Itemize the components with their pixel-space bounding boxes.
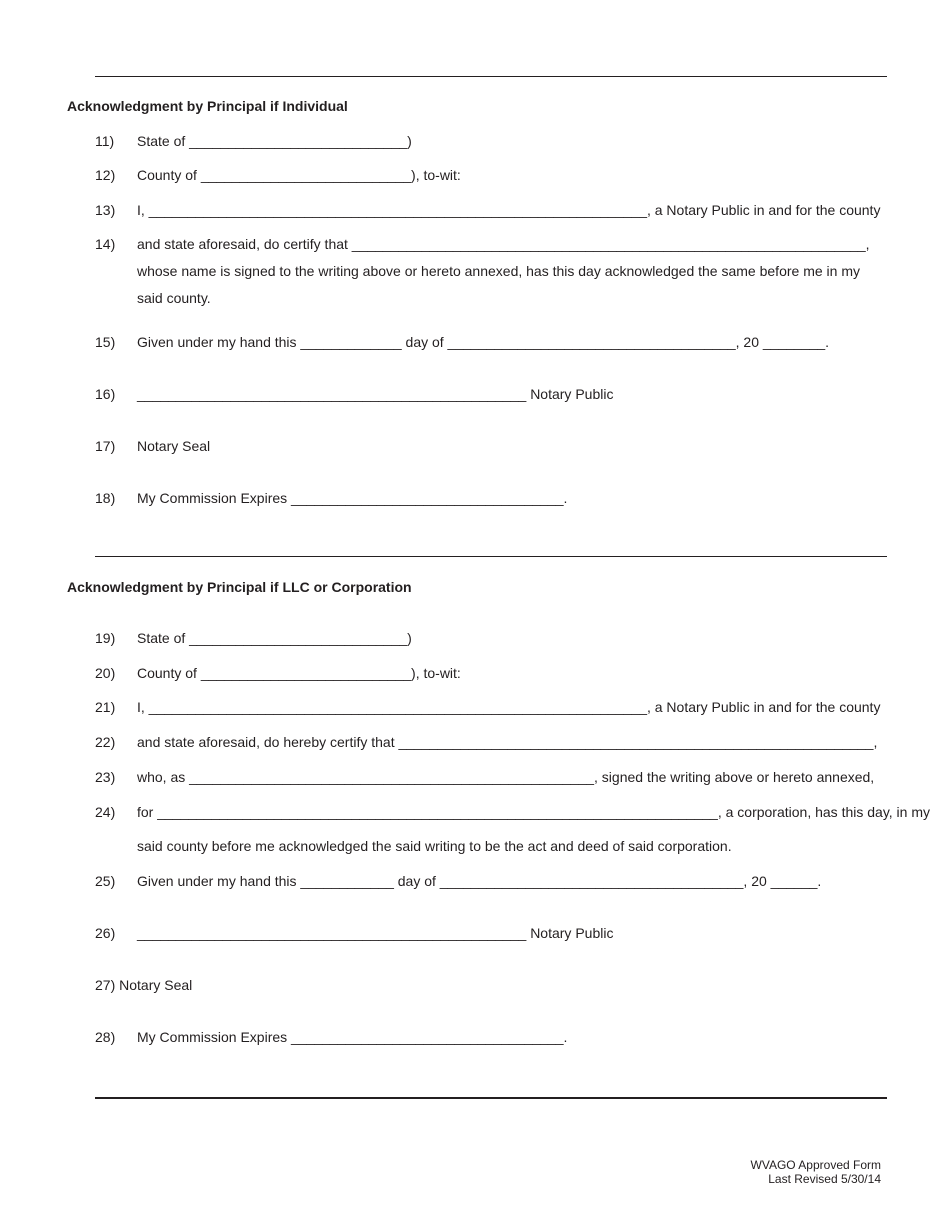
line-text: I, ________________________________________________________________, a Notary Public in and for the county: [137, 699, 881, 715]
line-number: 21): [95, 699, 116, 715]
form-line-13: [95, 200, 895, 220]
line-number: 16): [95, 386, 116, 402]
line-number: 19): [95, 630, 116, 646]
line-text: Given under my hand this ____________ day of _______________________________________, 20 ______.: [137, 873, 822, 889]
line-text: __________________________________________________ Notary Public: [137, 925, 614, 941]
line-text: My Commission Expires ___________________________________.: [137, 490, 568, 506]
form-line-26: [95, 923, 895, 943]
footer-revision-date: Last Revised 5/30/14: [768, 1172, 881, 1186]
section-heading-individual: Acknowledgment by Principal if Individual: [67, 98, 348, 114]
line-number: 26): [95, 925, 116, 941]
line-text: Notary Seal: [119, 977, 193, 993]
line-number: 20): [95, 665, 116, 681]
line-text: and state aforesaid, do hereby certify that _____________________________________________________________,: [137, 734, 878, 750]
form-line-12: [95, 165, 895, 185]
line-text: and state aforesaid, do certify that __________________________________________________________________,: [137, 236, 870, 252]
line-number: 28): [95, 1029, 116, 1045]
line-text: My Commission Expires ___________________________________.: [137, 1029, 568, 1045]
form-line-21: [95, 697, 895, 717]
line-number: 22): [95, 734, 116, 750]
bottom-divider: [95, 1097, 887, 1099]
form-line-15: [95, 332, 895, 352]
line-number: 12): [95, 167, 116, 183]
line-number: 25): [95, 873, 116, 889]
line-number: 27): [95, 977, 116, 993]
line-number: 23): [95, 769, 116, 785]
form-line-14-continuation: whose name is signed to the writing above or hereto annexed, has this day acknowledged the same before me in my: [137, 263, 860, 279]
form-line-22: [95, 732, 895, 752]
line-text: who, as ____________________________________________________, signed the writing above or hereto annexed,: [137, 769, 875, 785]
line-text: for ________________________________________________________________________, a corporation, has this day, in my: [137, 804, 931, 820]
middle-divider: [95, 556, 887, 557]
form-line-14-continuation-2: said county.: [137, 290, 211, 306]
form-line-20: [95, 663, 895, 683]
form-line-28: [95, 1027, 895, 1047]
footer-approval: WVAGO Approved Form: [750, 1158, 881, 1172]
section-heading-corporation: Acknowledgment by Principal if LLC or Corporation: [67, 579, 412, 595]
line-number: 18): [95, 490, 116, 506]
form-line-27: [95, 975, 895, 995]
form-line-23: [95, 767, 895, 787]
form-footer: [751, 1158, 881, 1186]
line-text: County of ___________________________), to-wit:: [137, 665, 461, 681]
line-number: 17): [95, 438, 116, 454]
form-line-19: [95, 628, 895, 648]
form-line-24: [95, 802, 931, 822]
line-number: 15): [95, 334, 116, 350]
form-line-16: [95, 384, 895, 404]
line-number: 11): [95, 133, 115, 149]
form-line-18: [95, 488, 895, 508]
line-number: 24): [95, 804, 116, 820]
form-line-24-continuation: said county before me acknowledged the said writing to be the act and deed of said corporation.: [137, 838, 732, 854]
form-line-17: [95, 436, 895, 456]
line-text: I, ________________________________________________________________, a Notary Public in and for the county: [137, 202, 881, 218]
form-line-14: [95, 234, 895, 254]
form-line-11: [95, 131, 895, 151]
line-text: __________________________________________________ Notary Public: [137, 386, 614, 402]
line-text: State of ____________________________): [137, 133, 412, 149]
line-text: County of ___________________________), to-wit:: [137, 167, 461, 183]
form-line-25: [95, 871, 895, 891]
top-divider: [95, 76, 887, 77]
line-text: Notary Seal: [137, 438, 211, 454]
line-text: Given under my hand this _____________ day of _____________________________________, 20 ________.: [137, 334, 830, 350]
line-text: State of ____________________________): [137, 630, 412, 646]
line-number: 13): [95, 202, 116, 218]
line-number: 14): [95, 236, 116, 252]
